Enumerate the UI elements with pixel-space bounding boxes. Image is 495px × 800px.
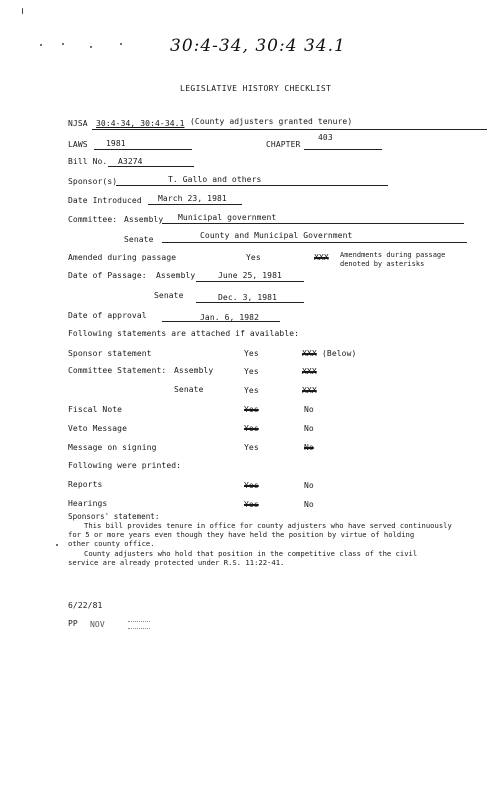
njsa-label: NJSA	[68, 119, 88, 128]
scan-speck	[90, 46, 92, 48]
laws-underline	[94, 149, 192, 150]
reports-no: No	[304, 481, 314, 490]
passage-label: Date of Passage:	[68, 271, 147, 280]
date-introduced-value: March 23, 1981	[158, 194, 227, 203]
scan-speck	[62, 43, 64, 45]
sponsors-label: Sponsor(s)	[68, 177, 118, 186]
committee-assembly-label: Assembly	[124, 215, 164, 224]
amended-note-2: denoted by asterisks	[340, 260, 425, 268]
committee-statement-label: Committee Statement:	[68, 366, 167, 375]
passage-senate-date: Dec. 3, 1981	[218, 293, 277, 302]
chapter-label: CHAPTER	[266, 140, 301, 149]
sponsor-statement-yes: Yes	[244, 349, 259, 358]
printed-heading: Following were printed:	[68, 461, 182, 470]
committee-statement-assembly: Assembly	[174, 366, 214, 375]
veto-message-label: Veto Message	[68, 424, 127, 433]
passage-assembly-underline	[196, 281, 304, 282]
committee-senate-value: County and Municipal Government	[200, 231, 353, 240]
chapter-value: 403	[318, 133, 333, 142]
passage-assembly-date: June 25, 1981	[218, 271, 282, 280]
footer-stamp: NOV	[90, 620, 105, 629]
veto-message-no: No	[304, 424, 314, 433]
chapter-underline	[304, 149, 382, 150]
bill-label: Bill No.	[68, 157, 108, 166]
fiscal-note-label: Fiscal Note	[68, 405, 123, 414]
message-signing-no-struck: No	[304, 443, 314, 452]
statement-line-3: other county office.	[68, 539, 155, 548]
bill-underline	[108, 166, 194, 167]
faded-stamp-mark	[128, 621, 150, 629]
hearings-no: No	[304, 500, 314, 509]
date-introduced-label: Date Introduced	[68, 196, 142, 205]
committee-senate-underline	[162, 242, 467, 243]
hearings-label: Hearings	[68, 499, 108, 508]
laws-value: 1981	[106, 139, 126, 148]
bill-value: A3274	[118, 157, 143, 166]
message-signing-label: Message on signing	[68, 443, 157, 452]
amended-note-1: Amendments during passage	[340, 251, 446, 259]
njsa-underline	[92, 129, 487, 130]
njsa-note: (County adjusters granted tenure)	[190, 117, 353, 126]
sponsors-underline	[116, 185, 388, 186]
statement-line-4: County adjusters who hold that position in the competitive class of the civil	[84, 549, 418, 558]
statement-heading: Sponsors' statement:	[68, 512, 160, 521]
amended-no-struck: XXX	[314, 253, 329, 262]
committee-label: Committee:	[68, 215, 118, 224]
reports-label: Reports	[68, 480, 103, 489]
laws-label: LAWS	[68, 140, 88, 149]
footer-date: 6/22/81	[68, 601, 103, 610]
committee-statement-assembly-no-struck: XXX	[302, 367, 317, 376]
approval-underline	[162, 321, 280, 322]
page-title: LEGISLATIVE HISTORY CHECKLIST	[180, 84, 332, 93]
statement-line-2: for 5 or more years even though they have held the position by virtue of holding	[68, 530, 415, 539]
approval-value: Jan. 6, 1982	[200, 313, 259, 322]
committee-assembly-value: Municipal government	[178, 213, 277, 222]
fiscal-note-no: No	[304, 405, 314, 414]
statement-line-5: service are already protected under R.S. 11:22-41.	[68, 558, 285, 567]
date-introduced-underline	[148, 204, 242, 205]
handwritten-citation: 30:4-34, 30:4 34.1	[170, 36, 346, 56]
sponsors-value: T. Gallo and others	[168, 175, 262, 184]
reports-yes-struck: Yes	[244, 481, 259, 490]
veto-message-yes-struck: Yes	[244, 424, 259, 433]
committee-statement-assembly-yes: Yes	[244, 367, 259, 376]
committee-senate-label: Senate	[124, 235, 154, 244]
approval-label: Date of approval	[68, 311, 147, 320]
hearings-yes-struck: Yes	[244, 500, 259, 509]
statement-line-1: This bill provides tenure in office for county adjusters who have served continuously	[84, 521, 452, 530]
amended-label: Amended during passage	[68, 253, 177, 262]
scan-speck	[40, 44, 42, 46]
passage-assembly-label: Assembly	[156, 271, 196, 280]
message-signing-yes: Yes	[244, 443, 259, 452]
njsa-value: 30:4-34, 30:4-34.1	[96, 119, 185, 128]
scan-speck	[56, 544, 58, 546]
footer-initials: PP	[68, 619, 78, 628]
committee-statement-senate-yes: Yes	[244, 386, 259, 395]
sponsor-statement-label: Sponsor statement	[68, 349, 152, 358]
sponsor-statement-extra: (Below)	[322, 349, 357, 358]
committee-statement-senate-no-struck: XXX	[302, 386, 317, 395]
committee-assembly-underline	[162, 223, 464, 224]
sponsor-statement-no-struck: XXX	[302, 349, 317, 358]
attached-heading: Following statements are attached if available:	[68, 329, 300, 338]
passage-senate-label: Senate	[154, 291, 184, 300]
committee-statement-senate: Senate	[174, 385, 204, 394]
scan-speck	[120, 43, 122, 45]
fiscal-note-yes-struck: Yes	[244, 405, 259, 414]
scan-speck	[22, 8, 23, 14]
amended-yes: Yes	[246, 253, 261, 262]
passage-senate-underline	[196, 302, 304, 303]
